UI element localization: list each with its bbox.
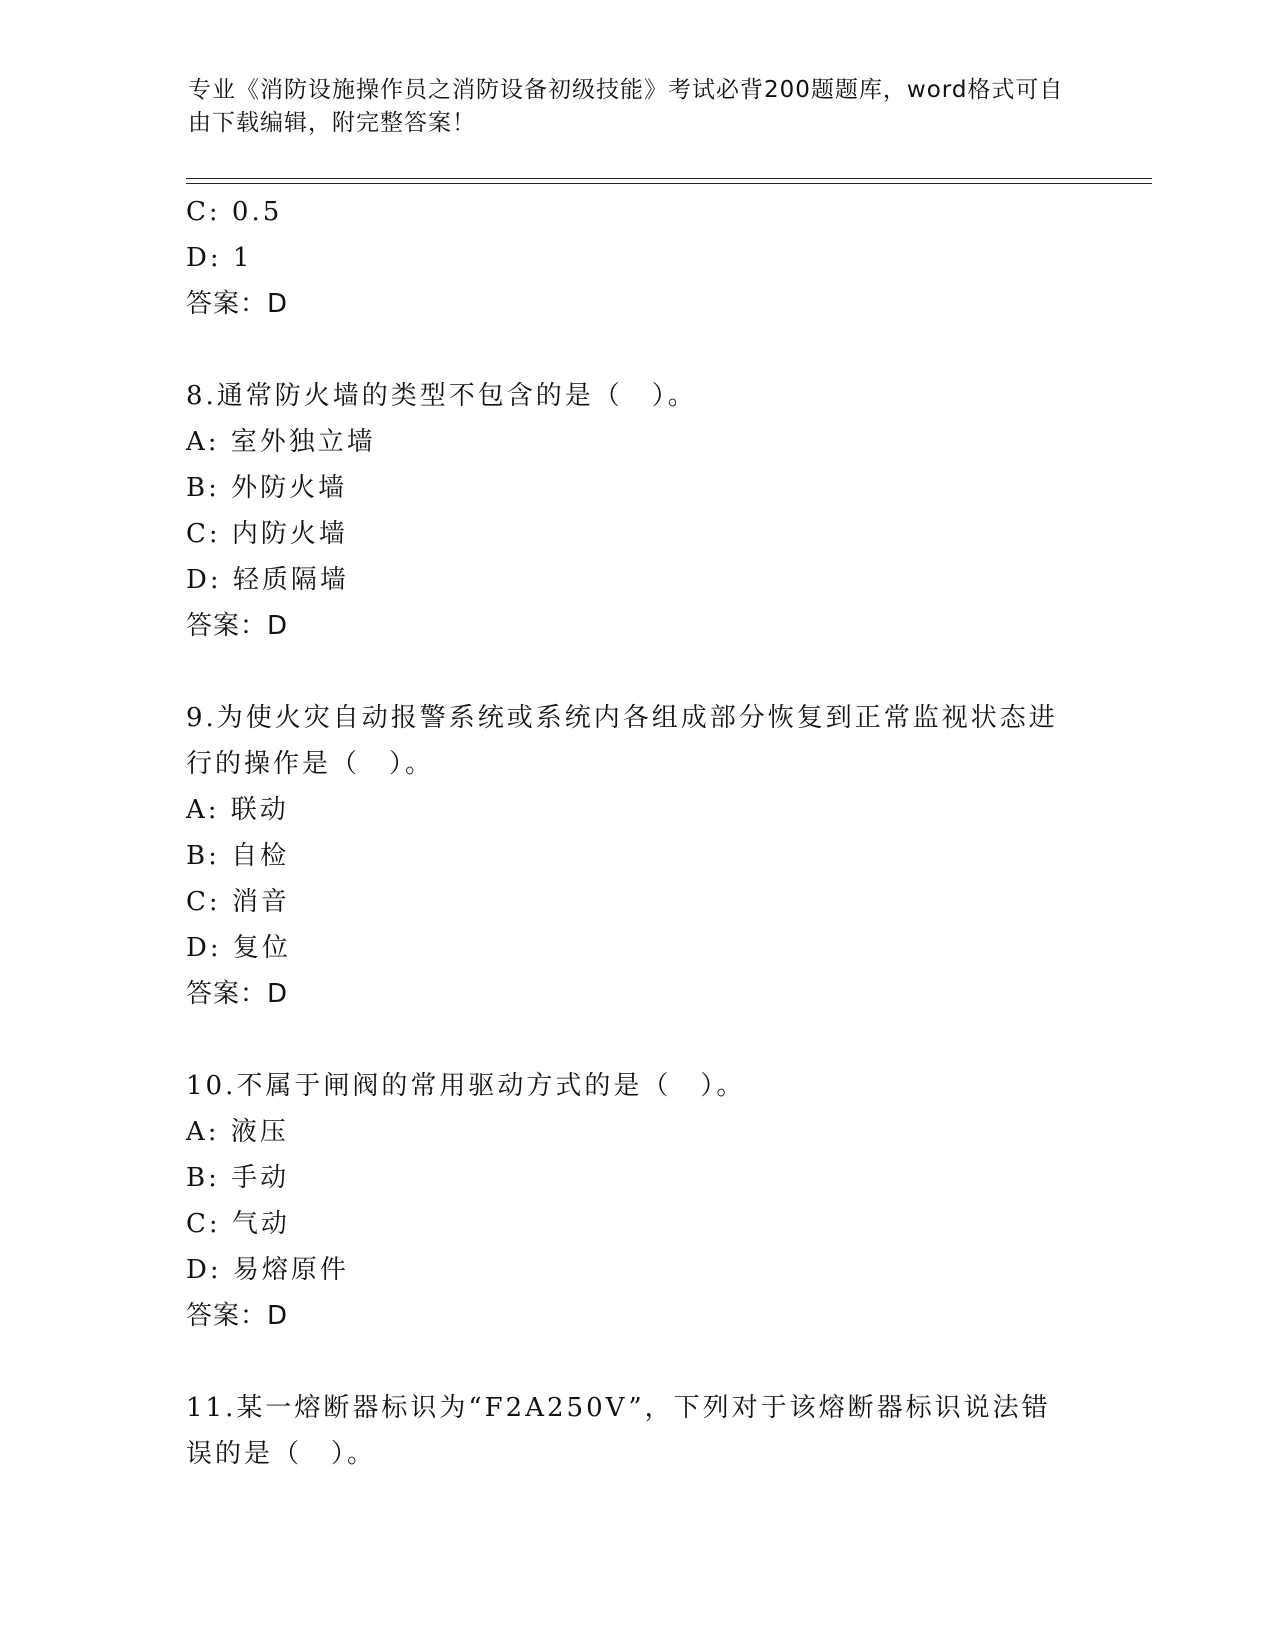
spacer	[186, 649, 1086, 695]
option-d: D: 1	[186, 243, 253, 273]
option-d: D: 复位	[186, 933, 291, 963]
question-stem: 8.通常防火墙的类型不包含的是（ ）。	[186, 381, 697, 411]
question-stem: 9.为使火灾自动报警系统或系统内各组成部分恢复到正常监视状态进行的操作是（ ）。	[186, 703, 1058, 779]
option-b: B: 外防火墙	[186, 473, 348, 503]
option-a: A: 联动	[186, 795, 289, 825]
question-11	[186, 1385, 1086, 1477]
question-10	[186, 1063, 1086, 1339]
answer: 答案：D	[186, 979, 289, 1009]
option-c: C: 0.5	[186, 197, 283, 227]
option-c: C: 内防火墙	[186, 519, 348, 549]
header-divider-bottom	[186, 183, 1152, 184]
option-b: B: 自检	[186, 841, 290, 871]
option-a: A: 液压	[186, 1117, 289, 1147]
option-c: C: 消音	[186, 887, 290, 917]
answer: 答案：D	[186, 1301, 289, 1331]
header-divider-top	[186, 178, 1152, 179]
option-a: A: 室外独立墙	[186, 427, 376, 457]
question-9	[186, 695, 1086, 1017]
spacer	[186, 1339, 1086, 1385]
spacer	[186, 327, 1086, 373]
previous-question-tail	[186, 189, 1086, 327]
spacer	[186, 1017, 1086, 1063]
answer: 答案：D	[186, 289, 289, 319]
question-stem: 11.某一熔断器标识为“F2A250V”，下列对于该熔断器标识说法错误的是（ ）。	[186, 1393, 1051, 1469]
question-8	[186, 373, 1086, 649]
document-header: 专业《消防设施操作员之消防设备初级技能》考试必背200题题库，word格式可自由下载编辑，附完整答案！	[188, 77, 1064, 136]
question-stem: 10.不属于闸阀的常用驱动方式的是（ ）。	[186, 1071, 746, 1101]
option-c: C: 气动	[186, 1209, 290, 1239]
option-d: D: 轻质隔墙	[186, 565, 349, 595]
option-d: D: 易熔原件	[186, 1255, 349, 1285]
question-list	[186, 189, 1086, 1477]
answer: 答案：D	[186, 611, 289, 641]
option-b: B: 手动	[186, 1163, 290, 1193]
